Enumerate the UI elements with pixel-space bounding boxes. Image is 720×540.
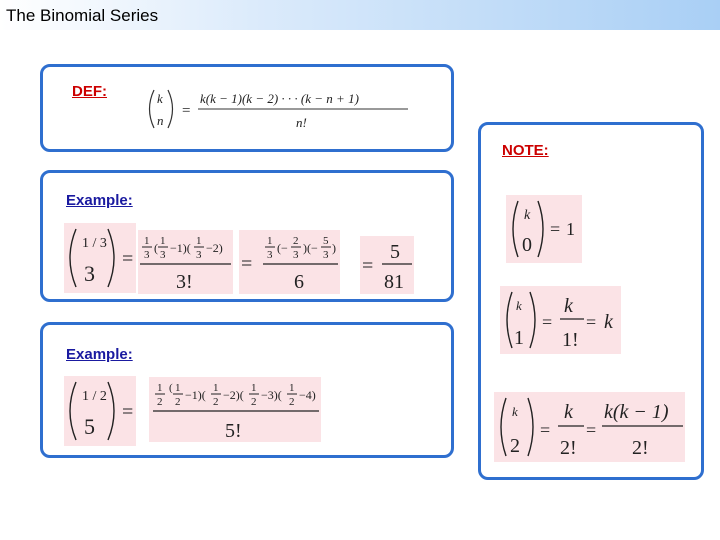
svg-text:k(k − 1)(k − 2) · · · (k − n +: k(k − 1)(k − 2) · · · (k − n + 1)	[200, 91, 359, 106]
svg-text:k: k	[564, 401, 573, 423]
svg-text:n!: n!	[296, 115, 307, 130]
svg-text:k: k	[516, 298, 522, 313]
svg-text:6: 6	[294, 271, 304, 293]
svg-text:5: 5	[390, 241, 400, 263]
svg-text:2: 2	[251, 396, 257, 408]
svg-text:2: 2	[175, 396, 181, 408]
svg-text:=: =	[540, 420, 551, 440]
svg-text:=: =	[241, 253, 253, 275]
svg-text:2: 2	[213, 396, 219, 408]
svg-text:1: 1	[267, 235, 273, 247]
svg-text:−1)(: −1)(	[185, 388, 206, 402]
svg-text:3: 3	[84, 261, 95, 286]
example1-result	[360, 236, 414, 294]
svg-text:1: 1	[289, 382, 295, 394]
example2-binomial	[64, 376, 136, 446]
svg-text:2: 2	[157, 396, 163, 408]
svg-text:k: k	[604, 311, 613, 333]
svg-text:=: =	[550, 219, 561, 239]
svg-text:1: 1	[514, 327, 524, 349]
title-bar	[0, 0, 720, 30]
svg-text:3: 3	[160, 249, 166, 261]
example1-fraction-2	[239, 230, 340, 294]
svg-text:0: 0	[522, 234, 532, 256]
svg-text:(: (	[169, 382, 173, 394]
svg-text:5: 5	[323, 235, 329, 247]
svg-text:k: k	[512, 404, 518, 419]
svg-text:1: 1	[566, 219, 575, 239]
svg-text:=: =	[362, 255, 374, 277]
svg-text:3: 3	[293, 249, 299, 261]
page-title: The Binomial Series	[6, 6, 159, 25]
svg-text:=: =	[122, 248, 134, 270]
def-formula	[140, 84, 410, 134]
svg-text:=: =	[542, 312, 553, 332]
svg-text:1: 1	[157, 382, 163, 394]
example1-label: Example:	[66, 192, 133, 209]
example1-binomial	[64, 223, 136, 293]
svg-text:81: 81	[384, 271, 404, 293]
svg-text:(: (	[154, 241, 158, 255]
svg-text:=: =	[182, 103, 191, 119]
def-label: DEF:	[72, 83, 107, 100]
example2-label: Example:	[66, 346, 133, 363]
svg-text:=: =	[586, 420, 597, 440]
svg-text:1: 1	[251, 382, 257, 394]
svg-text:1: 1	[144, 235, 150, 247]
svg-text:): )	[332, 241, 336, 255]
svg-text:k: k	[157, 91, 163, 106]
svg-text:2: 2	[510, 435, 520, 457]
svg-text:−2): −2)	[206, 241, 223, 255]
svg-text:2!: 2!	[560, 437, 577, 459]
note-formula-k-choose-0	[506, 195, 582, 263]
svg-text:−1)(: −1)(	[170, 241, 191, 255]
svg-text:1: 1	[196, 235, 202, 247]
note-formula-k-choose-1	[500, 286, 621, 354]
svg-text:n: n	[157, 113, 164, 128]
svg-text:1 / 3: 1 / 3	[82, 236, 107, 251]
svg-text:5: 5	[84, 414, 95, 439]
svg-text:1 / 2: 1 / 2	[82, 389, 107, 404]
note-label: NOTE:	[502, 142, 549, 159]
svg-text:3: 3	[196, 249, 202, 261]
svg-text:−4): −4)	[299, 388, 316, 402]
svg-text:=: =	[122, 401, 134, 423]
svg-text:(−: (−	[277, 241, 288, 255]
svg-text:3!: 3!	[176, 271, 193, 293]
svg-text:k: k	[524, 208, 531, 223]
svg-text:5!: 5!	[225, 420, 242, 442]
svg-text:1: 1	[213, 382, 219, 394]
svg-text:2: 2	[289, 396, 295, 408]
svg-text:−3)(: −3)(	[261, 388, 282, 402]
example1-fraction-1	[138, 230, 233, 294]
svg-text:3: 3	[323, 249, 329, 261]
svg-text:2: 2	[293, 235, 299, 247]
svg-text:3: 3	[144, 249, 150, 261]
example2-fraction	[149, 377, 321, 442]
svg-text:)(−: )(−	[303, 241, 318, 255]
note-formula-k-choose-2	[494, 392, 685, 462]
svg-text:1!: 1!	[562, 329, 579, 351]
svg-text:k(k − 1): k(k − 1)	[604, 401, 669, 423]
svg-text:1: 1	[160, 235, 166, 247]
svg-text:=: =	[586, 312, 597, 332]
svg-text:2!: 2!	[632, 437, 649, 459]
svg-text:1: 1	[175, 382, 181, 394]
svg-text:3: 3	[267, 249, 273, 261]
svg-text:−2)(: −2)(	[223, 388, 244, 402]
svg-text:k: k	[564, 295, 573, 317]
